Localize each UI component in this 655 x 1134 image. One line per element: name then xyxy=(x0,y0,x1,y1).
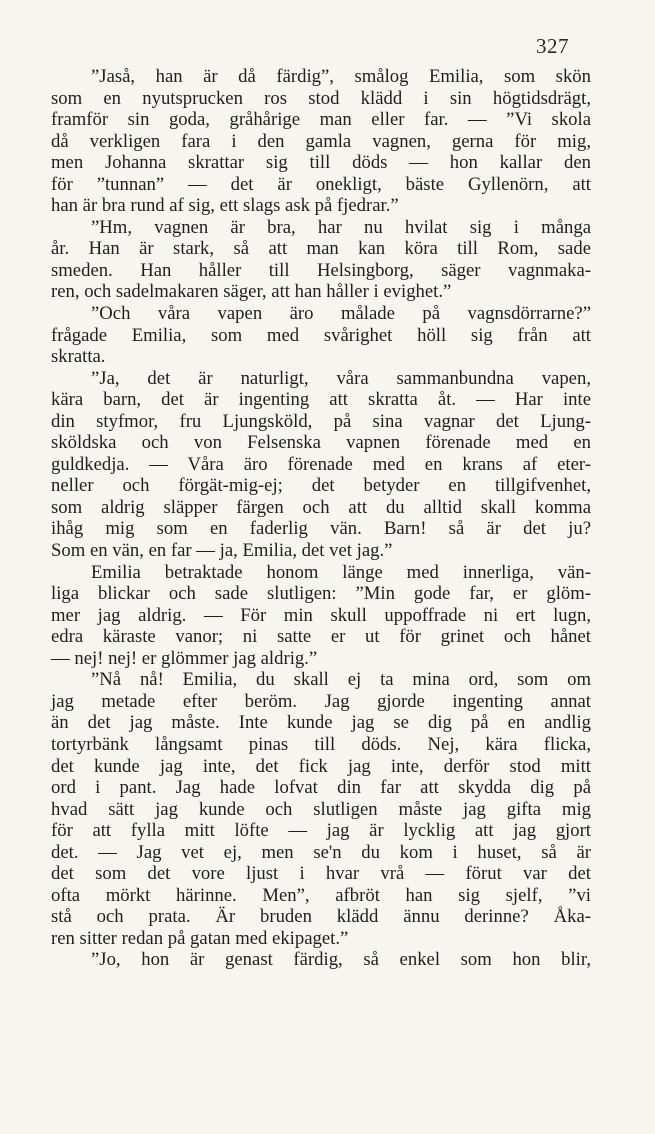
text-line: ren sitter redan på gatan med ekipaget.” xyxy=(51,927,349,949)
text-line: ”Och våra vapen äro målade på vagnsdörrarne?” xyxy=(91,303,591,325)
text-line: ”Jaså, han är då färdig”, smålog Emilia, som skön xyxy=(91,66,591,87)
text-line: ”Nå nå! Emilia, du skall ej ta mina ord, som om xyxy=(91,669,591,691)
text-line: som aldrig släpper färgen och att du alltid skall komma xyxy=(51,496,591,518)
text-line: edra käraste vanor; ni satte er ut för grinet och hånet xyxy=(51,626,591,648)
text-line: ”Jo, hon är genast färdig, så enkel som hon blir, xyxy=(91,949,591,971)
text-line: framför sin goda, gråhårige man eller far. — ”Vi skola xyxy=(51,109,591,131)
text-line: neller och förgät-mig-ej; det betyder en tillgifvenhet, xyxy=(51,475,591,497)
text-line: — nej! nej! er glömmer jag aldrig.” xyxy=(51,647,318,669)
text-line: det som det vore ljust i hvar vrå — förut var det xyxy=(51,863,591,885)
text-line: Som en vän, en far — ja, Emilia, det vet jag.” xyxy=(51,540,393,562)
text-line: ”Hm, vagnen är bra, har nu hvilat sig i många xyxy=(91,216,591,238)
text-line: din styfmor, fru Ljungsköld, på sina vagnar det Ljung- xyxy=(51,410,591,432)
text-line: stå och prata. Är bruden klädd ännu derinne? Åka- xyxy=(51,906,591,928)
page-number: 327 xyxy=(536,34,569,58)
text-line: mer jag aldrig. — För min skull uppoffrade ni ert lugn, xyxy=(51,604,591,626)
text-line: ihåg mig som en faderlig vän. Barn! så är det ju? xyxy=(51,518,591,540)
text-line: för ”tunnan” — det är onekligt, bäste Gyllenörn, att xyxy=(51,173,591,195)
text-line: skratta. xyxy=(51,346,106,368)
text-line: ord i pant. Jag hade lofvat din far att skydda dig på xyxy=(51,777,591,799)
text-line: det kunde jag inte, det fick jag inte, derför stod mitt xyxy=(51,755,591,777)
text-line: smeden. Han håller till Helsingborg, säger vagnmaka- xyxy=(51,259,591,281)
text-line: för att fylla mitt löfte — jag är lycklig att jag gjort xyxy=(51,820,591,842)
text-line: sköldska och von Felsenska vapnen förenade med en xyxy=(51,432,591,454)
text-line: guldkedja. — Våra äro förenade med en krans af eter- xyxy=(51,453,591,475)
text-line: det. — Jag vet ej, men se'n du kom i huset, så är xyxy=(51,841,591,863)
text-line: hvad sätt jag kunde och slutligen måste jag gifta mig xyxy=(51,798,591,820)
text-line: han är bra rund af sig, ett slags ask på fjedrar.” xyxy=(51,195,399,217)
text-line: än det jag måste. Inte kunde jag se dig på en andlig xyxy=(51,712,591,734)
text-line: ”Ja, det är naturligt, våra sammanbundna vapen, xyxy=(91,367,591,389)
text-line: men Johanna skrattar sig till döds — hon kallar den xyxy=(51,152,591,174)
text-line: ren, och sadelmakaren säger, att han håller i evighet.” xyxy=(51,281,452,303)
text-line: tortyrbänk långsamt pinas till döds. Nej, kära flicka, xyxy=(51,733,591,755)
text-line: ofta mörkt härinne. Men”, afbröt han sig sjelf, ”vi xyxy=(51,884,591,906)
text-line: Emilia betraktade honom länge med innerliga, vän- xyxy=(91,561,591,583)
text-line: kära barn, det är ingenting att skratta åt. — Har inte xyxy=(51,389,591,411)
text-line: liga blickar och sade slutligen: ”Min gode far, er glöm- xyxy=(51,583,591,605)
text-line: då verkligen fara i den gamla vagnen, gerna för mig, xyxy=(51,130,591,152)
text-line: frågade Emilia, som med svårighet höll sig från att xyxy=(51,324,591,346)
text-line: jag metade efter beröm. Jag gjorde ingenting annat xyxy=(51,690,591,712)
body-text xyxy=(51,66,591,971)
text-line: som en nyutsprucken ros stod klädd i sin högtidsdrägt, xyxy=(51,87,591,109)
text-line: år. Han är stark, så att man kan köra till Rom, sade xyxy=(51,238,591,260)
